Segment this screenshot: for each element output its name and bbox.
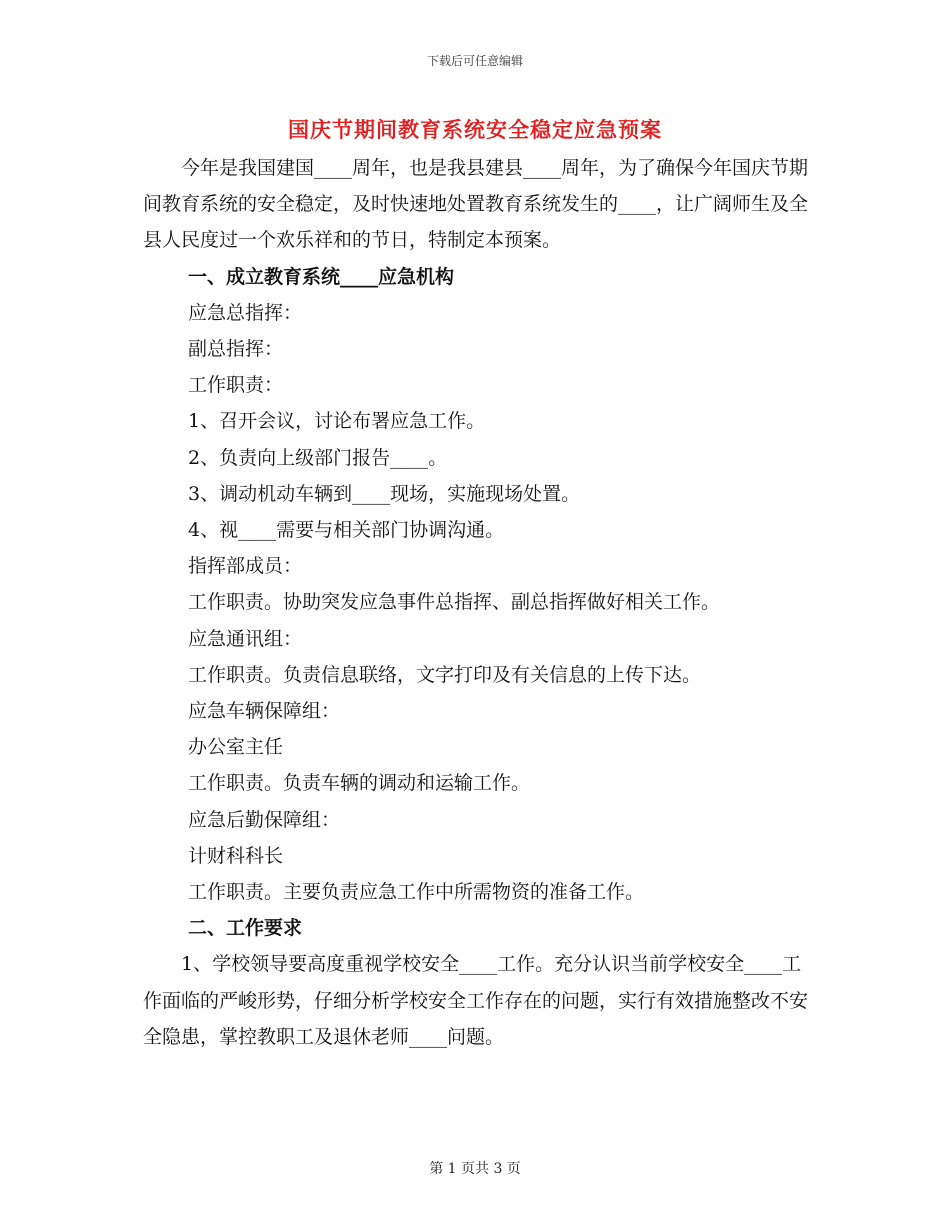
section-2-heading: 二、工作要求 <box>188 917 303 940</box>
section-1-line: 工作职责。负责车辆的调动和运输工作。 <box>188 772 531 795</box>
section-1-line: 2、负责向上级部门报告____。 <box>188 446 448 469</box>
section-1-line: 4、视____需要与相关部门协调沟通。 <box>188 519 505 542</box>
section-1-line: 1、召开会议，讨论布署应急工作。 <box>188 410 486 433</box>
intro-paragraph: 今年是我国建国____周年，也是我县建县____周年，为了确保今年国庆节期间教育系统的安全稳定，及时快速地处置教育系统发生的____，让广阔师生及全县人民度过一个欢乐祥和的节日，特制定本预案。 <box>143 157 809 252</box>
section-1-heading: 一、成立教育系统____应急机构 <box>188 265 455 288</box>
section-1-line: 副总指挥： <box>188 338 284 361</box>
section-1-line: 工作职责： <box>188 374 284 397</box>
section-1-line: 应急车辆保障组： <box>188 700 341 723</box>
section-1-line: 工作职责。协助突发应急事件总指挥、副总指挥做好相关工作。 <box>188 591 721 614</box>
section-1-line: 应急总指挥： <box>188 301 303 324</box>
document-title: 国庆节期间教育系统安全稳定应急预案 <box>288 118 662 142</box>
page-footer: 第 1 页共 3 页 <box>429 1161 521 1177</box>
section-1-line: 工作职责。负责信息联络，文字打印及有关信息的上传下达。 <box>188 663 702 686</box>
section-1-line: 3、调动机动车辆到____现场，实施现场处置。 <box>188 482 581 505</box>
section-1-line: 应急后勤保障组： <box>188 808 341 831</box>
page-header: 下载后可任意编辑 <box>426 54 523 68</box>
section-1-line: 应急通讯组： <box>188 627 303 650</box>
section-1-line: 计财科科长 <box>188 844 284 867</box>
section-1-line: 指挥部成员： <box>188 555 303 578</box>
section-1-line: 工作职责。主要负责应急工作中所需物资的准备工作。 <box>188 881 645 904</box>
section-2-paragraph: 1、学校领导要高度重视学校安全____工作。充分认识当前学校安全____工作面临的严峻形势，仔细分析学校安全工作存在的问题，实行有效措施整改不安全隐患，掌控教职工及退休老师____问题。 <box>143 953 809 1048</box>
document-body <box>143 150 813 1055</box>
section-1-line: 办公室主任 <box>188 736 284 759</box>
